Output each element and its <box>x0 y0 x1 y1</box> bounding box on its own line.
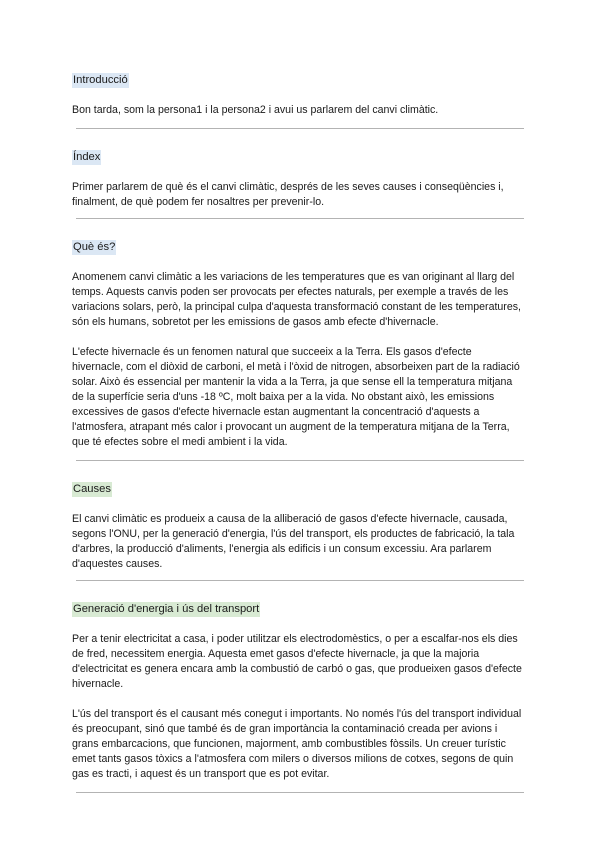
section-que-es <box>72 237 524 461</box>
section-introduccio <box>72 70 524 129</box>
paragraph: Per a tenir electricitat a casa, i poder utilitzar els electrodomèstics, o per a escalfar-nos els dies de fred, necessitem energia. Aquesta emet gasos d'efecte hivernacle, ja que la majoria d'electricitat es genera encara amb la combustió de carbó o gas, que produeixen gasos d'efecte hivernacle. <box>72 633 522 690</box>
section-heading: Què és? <box>73 241 116 253</box>
paragraph: Anomenem canvi climàtic a les variacions de les temperatures que es van originant al llarg del temps. Aquests canvis poden ser provocats per efectes naturals, per exemple a través de les variacions solars, però, la principal culpa d'aquesta transformació constant de les temperatures, són els humans, sobretot per les emissions de gasos amb efecte d'hivernacle. <box>72 271 521 328</box>
section-index <box>72 147 524 219</box>
paragraph: Primer parlarem de què és el canvi climàtic, després de les seves causes i conseqüències i, finalment, de què podem fer nosaltres per prevenir-lo. <box>72 181 504 208</box>
divider <box>76 792 524 793</box>
section-causes <box>72 479 524 581</box>
paragraph: L'ús del transport és el causant més conegut i importants. No només l'ús del transport individual és preocupant, sinó que també és de gran importància la contaminació creada per avions i grans embarcacions, que funcionen, majorment, amb combustibles fòssils. Un creuer turístic emet tants gasos tòxics a l'atmosfera com milers o diversos milions de cotxes, segons de quin gas es tracti, i aquest és un transport que es pot evitar. <box>72 708 522 780</box>
divider <box>76 460 524 461</box>
paragraph: L'efecte hivernacle és un fenomen natural que succeeix a la Terra. Els gasos d'efecte hivernacle, com el diòxid de carboni, el metà i l'òxid de nitrogen, absorbeixen part de la radiació solar. Això és essencial per mantenir la vida a la Terra, ja que sense ell la temperatura mitjana de la superfície seria d'uns -18 ºC, molt baixa per a la vida. No obstant això, les emissions excessives de gasos d'efecte hivernacle estan augmentant la concentració d'aquests a l'atmosfera, atrapant més calor i provocant un augment de la temperatura mitjana de la Terra, que té efectes sobre el medi ambient i la vida. <box>72 346 520 448</box>
section-heading: Generació d'energia i ús del transport <box>73 603 260 615</box>
section-generacio-energia <box>72 599 524 793</box>
paragraph: El canvi climàtic es produeix a causa de la alliberació de gasos d'efecte hivernacle, causada, segons l'ONU, per la generació d'energia, l'ús del transport, els productes de fabricació, la tala d'arbres, la producció d'aliments, l'energia als edificis i un consum excessiu. Ara parlarem d'aquestes causes. <box>72 513 515 570</box>
section-heading: Causes <box>73 483 111 495</box>
section-heading: Introducció <box>73 74 128 86</box>
section-heading: Índex <box>73 151 101 163</box>
paragraph: Bon tarda, som la persona1 i la persona2 i avui us parlarem del canvi climàtic. <box>72 104 439 116</box>
divider <box>76 580 524 581</box>
divider <box>76 218 524 219</box>
divider <box>76 128 524 129</box>
document-page <box>72 68 524 793</box>
